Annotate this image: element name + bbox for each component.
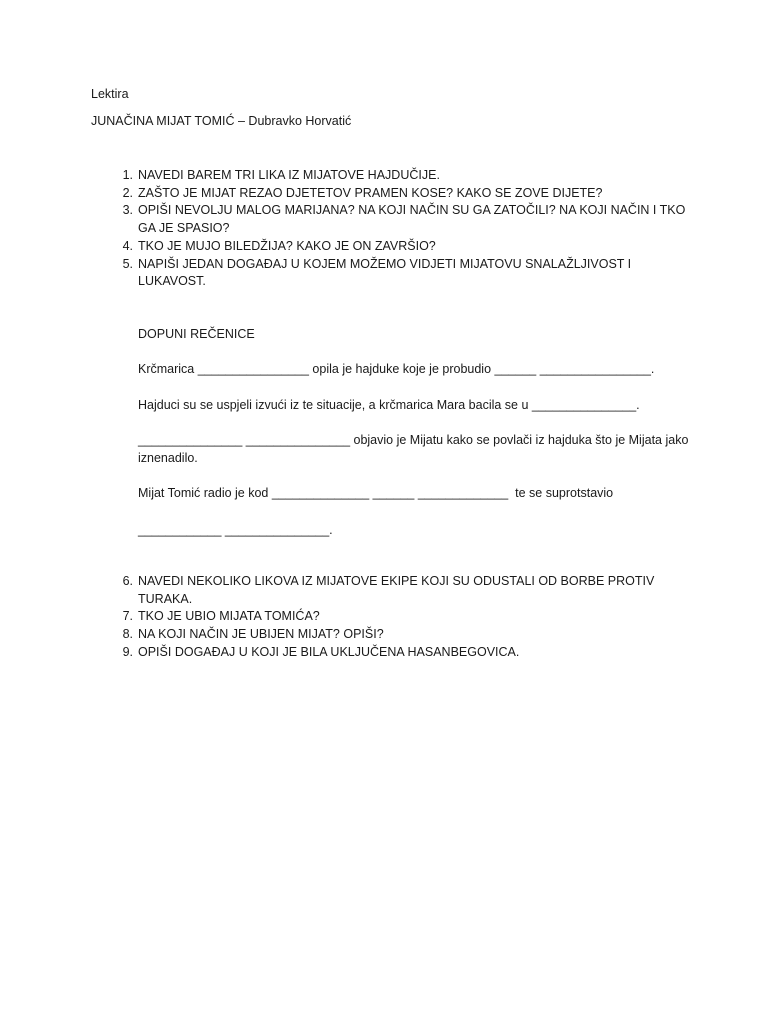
question-item bbox=[122, 608, 698, 626]
question-text: NA KOJI NAČIN JE UBIJEN MIJAT? OPIŠI? bbox=[138, 627, 384, 642]
question-text: OPIŠI NEVOLJU MALOG MARIJANA? NA KOJI NAČIN SU GA ZATOČILI? NA KOJI NAČIN I TKO bbox=[138, 203, 686, 218]
question-number: 9. bbox=[122, 644, 133, 659]
fill-in-sentence: Hajduci su se uspjeli izvući iz te situacije, a krčmarica Mara bacila se u _______________. bbox=[138, 398, 640, 412]
fill-in-heading: DOPUNI REČENICE bbox=[138, 327, 255, 341]
question-item bbox=[122, 256, 698, 291]
question-number: 8. bbox=[122, 627, 133, 642]
question-item bbox=[122, 167, 698, 185]
document-title: JUNAČINA MIJAT TOMIĆ – Dubravko Horvatić bbox=[91, 114, 352, 128]
question-text: NAVEDI BAREM TRI LIKA IZ MIJATOVE HAJDUČIJE. bbox=[138, 168, 440, 182]
question-number: 2. bbox=[122, 185, 133, 200]
question-text: ZAŠTO JE MIJAT REZAO DJETETOV PRAMEN KOSE? KAKO SE ZOVE DIJETE? bbox=[138, 185, 603, 200]
fill-in-sentence: _______________ _______________ objavio je Mijatu kako se povlači iz hajduka što je Mijata jako iznenadilo. bbox=[138, 433, 692, 465]
question-number: 4. bbox=[122, 238, 133, 253]
question-number: 1. bbox=[122, 168, 133, 182]
question-text-continued: GA JE SPASIO? bbox=[138, 221, 230, 236]
question-text: NAVEDI NEKOLIKO LIKOVA IZ MIJATOVE EKIPE KOJI SU ODUSTALI OD BORBE PROTIV TURAKA. bbox=[138, 574, 655, 606]
questions-list-part-2 bbox=[122, 573, 698, 662]
questions-list-part-1 bbox=[122, 167, 698, 291]
question-number: 5. bbox=[122, 256, 133, 271]
question-number: 6. bbox=[122, 574, 133, 588]
question-number: 7. bbox=[122, 609, 133, 624]
question-number: 3. bbox=[122, 203, 133, 218]
question-text: NAPIŠI JEDAN DOGAĐAJ U KOJEM MOŽEMO VIDJETI MIJATOVU SNALAŽLJIVOST I LUKAVOST. bbox=[138, 256, 632, 289]
question-item bbox=[122, 626, 698, 644]
question-item bbox=[122, 573, 698, 608]
question-item bbox=[122, 185, 698, 203]
question-text: OPIŠI DOGAĐAJ U KOJI JE BILA UKLJUČENA HASANBEGOVICA. bbox=[138, 644, 520, 659]
fill-in-sentence: Krčmarica ________________ opila je hajduke koje je probudio ______ ________________. bbox=[138, 362, 655, 376]
fill-in-sentence: ____________ _______________. bbox=[138, 523, 333, 537]
question-item bbox=[122, 202, 698, 237]
fill-in-sentence: Mijat Tomić radio je kod ______________ ______ _____________ te se suprotstavio bbox=[138, 486, 614, 500]
question-text: TKO JE MUJO BILEDŽIJA? KAKO JE ON ZAVRŠIO? bbox=[138, 238, 436, 253]
question-item bbox=[122, 238, 698, 256]
question-text: TKO JE UBIO MIJATA TOMIĆA? bbox=[138, 609, 320, 624]
document-subject: Lektira bbox=[91, 87, 129, 101]
question-item bbox=[122, 644, 698, 662]
